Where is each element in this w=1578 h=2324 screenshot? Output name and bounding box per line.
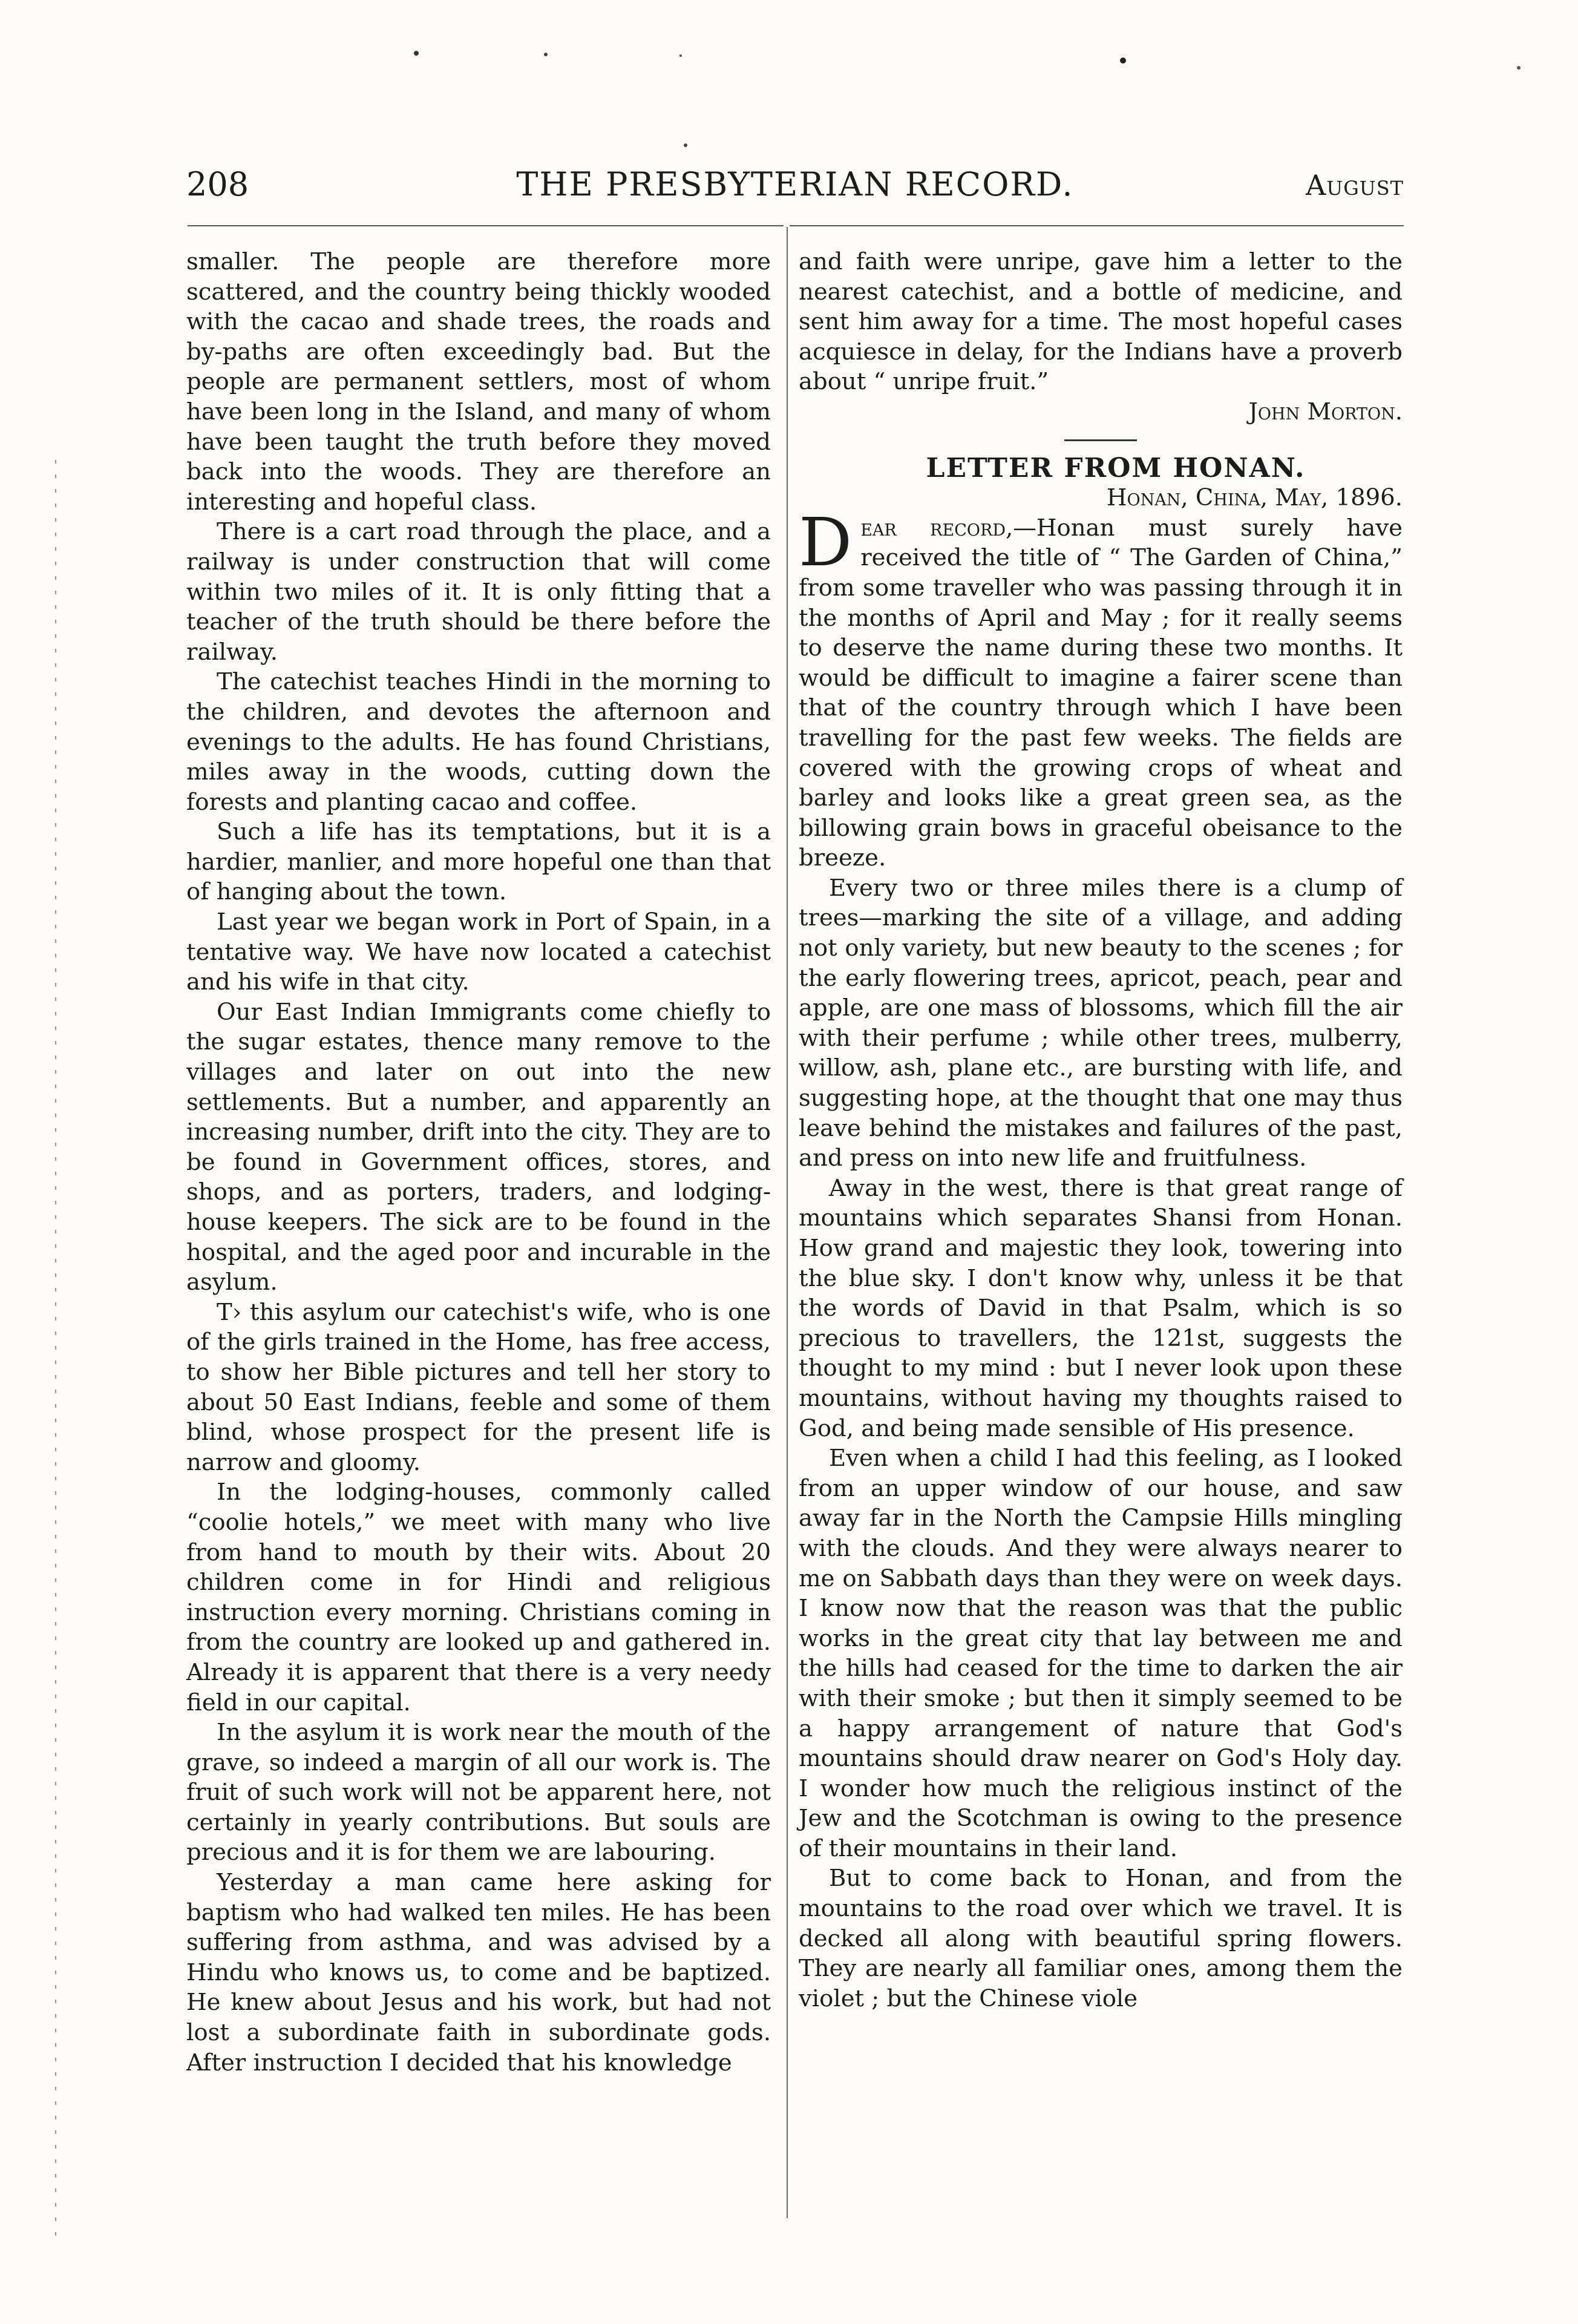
salutation: ear record, [860, 514, 1013, 542]
paragraph: There is a cart road through the place, and a railway is under construction that will come within two miles of it. It is only fitting that a teacher of the truth should be there before the railway. [186, 518, 771, 666]
paragraph: Yesterday a man came here asking for baptism who had walked ten miles. He has been suffering from asthma, and was advised by a Hindu who knows us, to come and be baptized. He knew about Jesus and his work, but had not lost a subordinate faith in subordinate gods. After instruction I decided that his knowledge [186, 1869, 771, 2076]
publication-title: THE PRESBYTERIAN RECORD. [516, 165, 1074, 203]
paragraph: T› this asylum our catechist's wife, who is one of the girls trained in the Home, has free access, to show her Bible pictures and tell her story to about 50 East Indians, feeble and some of them blind, whose prospect for the present life is narrow and gloomy. [186, 1298, 771, 1476]
paragraph: The catechist teaches Hindi in the morning to the children, and devotes the afternoon and evenings to the adults. He has found Christians, miles away in the woods, cutting down the forests and planting cacao and coffee. [186, 668, 771, 816]
paragraph: In the asylum it is work near the mouth of the grave, so indeed a margin of all our work is. The fruit of such work will not be apparent here, not certainly in yearly contributions. But souls are precious and it is for them we are labouring. [186, 1719, 771, 1866]
signature: John Morton. [1248, 398, 1403, 425]
paragraph: Such a life has its temptations, but it is a hardier, manlier, and more hopeful one than that of hanging about the town. [186, 818, 771, 906]
issue-month: August [1306, 169, 1404, 202]
article-heading: LETTER FROM HONAN. [926, 452, 1306, 484]
paragraph: Even when a child I had this feeling, as I looked from an upper window of our house, and saw away far in the North the Campsie Hills mingling with the clouds. And they were always nearer to me on Sabbath days than they were on week days. I know now that the reason was that the public works in the great city that lay between me and the hills had ceased for the time to darken the air with their smoke ; but then it simply seemed to be a happy arrangement of nature that God's mountains should draw nearer on God's Holy day. I wonder how much the religious instinct of the Jew and the Scotchman is owing to the presence of their mountains in their land. [799, 1445, 1403, 1862]
paragraph: But to come back to Honan, and from the mountains to the road over which we travel. It is decked all along with beautiful spring flowers. They are nearly all familiar ones, among them the violet ; but the Chinese viole [799, 1865, 1403, 2012]
paragraph: Away in the west, there is that great range of mountains which separates Shansi from Honan. How grand and majestic they look, towering into the blue sky. I don't know why, unless it be that the words of David in that Psalm, which is so precious to travellers, the 121st, suggests the thought to my mind : but I never look upon these mountains, without having my thoughts raised to God, and being made sensible of His presence. [799, 1174, 1403, 1442]
paragraph: Our East Indian Immigrants come chiefly to the sugar estates, thence many remove to the villages and later on out into the new settlements. But a number, and apparently an increasing number, drift into the city. They are to be found in Government offices, stores, and shops, and as porters, traders, and lodging-house keepers. The sick are to be found in the hospital, and the aged poor and incurable in the asylum. [186, 998, 771, 1296]
dateline: Honan, China, May, 1896. [1106, 484, 1403, 512]
paragraph: Every two or three miles there is a clump of trees—marking the site of a village, and adding not only variety, but new beauty to the scenes ; for the early flowering trees, apricot, peach, pear and apple, are one mass of blossoms, which fill the air with their perfume ; while other trees, mulberry, willow, ash, plane etc., are bursting with life, and suggesting hope, at the thought that one may thus leave behind the mistakes and failures of the past, and press on into new life and fruitfulness. [799, 874, 1403, 1172]
page-number: 208 [186, 165, 249, 203]
paragraph: and faith were unripe, gave him a letter to the nearest catechist, and a bottle of medicine, and sent him away for a time. The most hopeful cases acquiesce in delay, for the Indians have a proverb about “ unripe fruit.” [799, 248, 1403, 396]
paragraph: smaller. The people are therefore more scattered, and the country being thickly wooded with the cacao and shade trees, the roads and by-paths are often exceedingly bad. But the people are permanent settlers, most of whom have been long in the Island, and many of whom have been taught the truth before they moved back into the woods. They are therefore an interesting and hopeful class. [186, 248, 771, 516]
paragraph-text: —Honan must surely have received the title of “ The Garden of China,” from some traveller who was passing through it in the months of April and May ; for it really seems to deserve the name during these two months. It would be difficult to imagine a fairer scene than that of the country through which I have been travelling for the past few weeks. The fields are covered with the growing crops of wheat and barley and looks like a great green sea, as the billowing grain bows in graceful obeisance to the breeze. [799, 514, 1403, 872]
paragraph: In the lodging-houses, commonly called “coolie hotels,” we meet with many who live from hand to mouth by their wits. About 20 children come in for Hindi and religious instruction every morning. Christians coming in from the country are looked up and gathered in. Already it is apparent that there is a very needy field in our capital. [186, 1479, 771, 1716]
paragraph: Last year we began work in Port of Spain, in a tentative way. We have now located a catechist and his wife in that city. [186, 908, 771, 996]
drop-cap: D [799, 503, 853, 581]
